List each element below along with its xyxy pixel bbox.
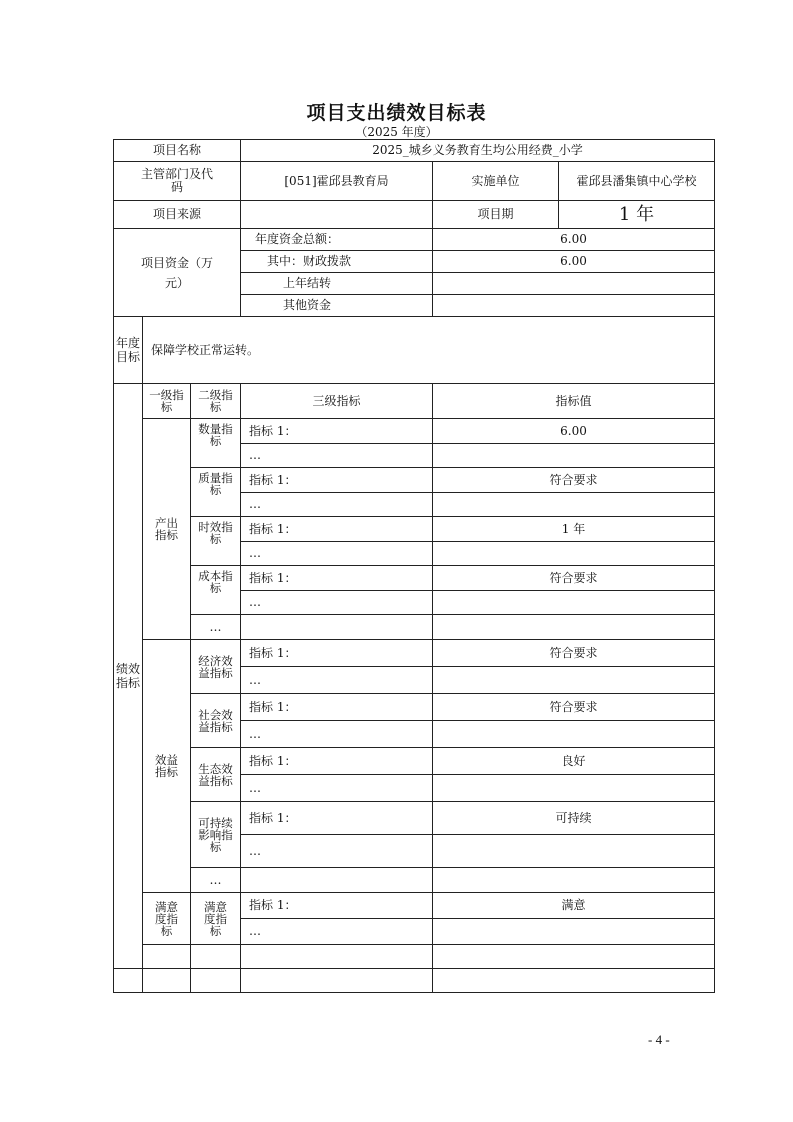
- timeliness-label: 时效指标: [191, 517, 241, 566]
- period-cell: [433, 201, 715, 229]
- empty-cell: [241, 868, 433, 893]
- annual-goal-text: 保障学校正常运转。: [143, 317, 715, 384]
- empty-cell: [433, 835, 715, 868]
- cost-value: 符合要求: [433, 566, 715, 591]
- empty-cell: [433, 493, 715, 517]
- table-row: [114, 893, 715, 919]
- empty-cell: [433, 775, 715, 802]
- quality-value: 符合要求: [433, 468, 715, 493]
- page-title: 项目支出绩效目标表: [306, 102, 487, 124]
- perf-indicators-label: 绩效指标: [114, 384, 143, 969]
- funds-fiscal-label: 其中：财政拨款: [241, 251, 433, 273]
- cost-indicator: 指标 1：: [241, 566, 433, 591]
- impl-unit-value: 霍邱县潘集镇中心学校: [576, 173, 697, 188]
- table-row: [114, 969, 715, 993]
- table-row: [114, 419, 715, 444]
- ellipsis: …: [241, 775, 433, 802]
- performance-goal-table: [113, 139, 715, 993]
- quality-label: 质量指标: [191, 468, 241, 517]
- quantity-indicator: 指标 1：: [241, 419, 433, 444]
- satisfaction-value: 满意: [433, 893, 715, 919]
- benefit-indicators-label: 效益指标: [143, 640, 191, 893]
- header-level1: 一级指标: [143, 384, 191, 419]
- sustainable-indicator: 指标 1：: [241, 802, 433, 835]
- economic-indicator: 指标 1：: [241, 640, 433, 667]
- empty-cell: [241, 969, 433, 993]
- empty-cell: [241, 615, 433, 640]
- empty-cell: [114, 969, 143, 993]
- ellipsis: …: [241, 591, 433, 615]
- period-label: 项目期: [433, 201, 559, 228]
- quality-indicator: 指标 1：: [241, 468, 433, 493]
- sustainable-label: 可持续影响指标: [191, 802, 241, 868]
- social-label: 社会效益指标: [191, 694, 241, 748]
- ellipsis: …: [241, 721, 433, 748]
- department-value: [051]霍邱县教育局: [241, 162, 433, 201]
- empty-cell: [433, 868, 715, 893]
- table-row: [114, 566, 715, 591]
- ecological-value: 良好: [433, 748, 715, 775]
- ellipsis: …: [191, 868, 241, 893]
- table-row: [114, 468, 715, 493]
- economic-value: 符合要求: [433, 640, 715, 667]
- table-row: [114, 802, 715, 835]
- annual-goal-label: 年度目标: [114, 317, 143, 384]
- ellipsis: …: [241, 667, 433, 694]
- table-row: [114, 229, 715, 251]
- source-label: 项目来源: [114, 201, 241, 229]
- economic-label: 经济效益指标: [191, 640, 241, 694]
- social-value: 符合要求: [433, 694, 715, 721]
- sustainable-value: 可持续: [433, 802, 715, 835]
- project-name-value: 2025_城乡义务教育生均公用经费_小学: [241, 140, 715, 162]
- impl-cell: [433, 162, 715, 201]
- ellipsis: …: [241, 444, 433, 468]
- table-row: [114, 201, 715, 229]
- empty-cell: [143, 945, 191, 969]
- impl-unit-label: 实施单位: [433, 162, 559, 200]
- timeliness-value: 1 年: [433, 517, 715, 542]
- table-row: [114, 868, 715, 893]
- ellipsis: …: [241, 919, 433, 945]
- table-row: [114, 317, 715, 384]
- table-row: [114, 615, 715, 640]
- empty-cell: [433, 721, 715, 748]
- timeliness-indicator: 指标 1：: [241, 517, 433, 542]
- empty-cell: [143, 969, 191, 993]
- ellipsis: …: [241, 542, 433, 566]
- source-value: [241, 201, 433, 229]
- empty-cell: [433, 919, 715, 945]
- funds-carry-label: 上年结转: [241, 273, 433, 295]
- funds-other-label: 其他资金: [241, 295, 433, 317]
- page-number: - 4 -: [648, 1032, 670, 1047]
- ecological-label: 生态效益指标: [191, 748, 241, 802]
- empty-cell: [433, 591, 715, 615]
- table-row: [114, 945, 715, 969]
- social-indicator: 指标 1：: [241, 694, 433, 721]
- funds-other-value: [433, 295, 715, 317]
- satisfaction-level1-label: 满意度指标: [143, 893, 191, 945]
- output-indicators-label: 产出指标: [143, 419, 191, 640]
- satisfaction-indicator: 指标 1：: [241, 893, 433, 919]
- cost-label: 成本指标: [191, 566, 241, 615]
- empty-cell: [433, 969, 715, 993]
- empty-cell: [191, 945, 241, 969]
- ellipsis: …: [241, 493, 433, 517]
- table-row: [114, 640, 715, 667]
- funds-total-label: 年度资金总额：: [241, 229, 433, 251]
- empty-cell: [433, 945, 715, 969]
- table-row: [114, 748, 715, 775]
- period-value: 1 年: [618, 204, 655, 225]
- header-value: 指标值: [433, 384, 715, 419]
- funds-carry-value: [433, 273, 715, 295]
- header-level2: 二级指标: [191, 384, 241, 419]
- quantity-label: 数量指标: [191, 419, 241, 468]
- ecological-indicator: 指标 1：: [241, 748, 433, 775]
- ellipsis: …: [191, 615, 241, 640]
- empty-cell: [191, 969, 241, 993]
- header-level3: 三级指标: [241, 384, 433, 419]
- table-row: [114, 694, 715, 721]
- quantity-value: 6.00: [433, 419, 715, 444]
- table-row: [114, 517, 715, 542]
- funds-label: 项目资金（万元）: [114, 229, 241, 317]
- department-label: 主管部门及代码: [114, 162, 241, 201]
- empty-cell: [433, 615, 715, 640]
- table-row: [114, 162, 715, 201]
- empty-cell: [241, 945, 433, 969]
- empty-cell: [433, 667, 715, 694]
- project-name-label: 项目名称: [114, 140, 241, 162]
- funds-total-value: 6.00: [433, 229, 715, 251]
- satisfaction-level2-label: 满意度指标: [191, 893, 241, 945]
- ellipsis: …: [241, 835, 433, 868]
- table-row: [114, 384, 715, 419]
- funds-fiscal-value: 6.00: [433, 251, 715, 273]
- empty-cell: [433, 542, 715, 566]
- table-row: [114, 140, 715, 162]
- year-subtitle: （2025 年度）: [355, 125, 438, 139]
- empty-cell: [433, 444, 715, 468]
